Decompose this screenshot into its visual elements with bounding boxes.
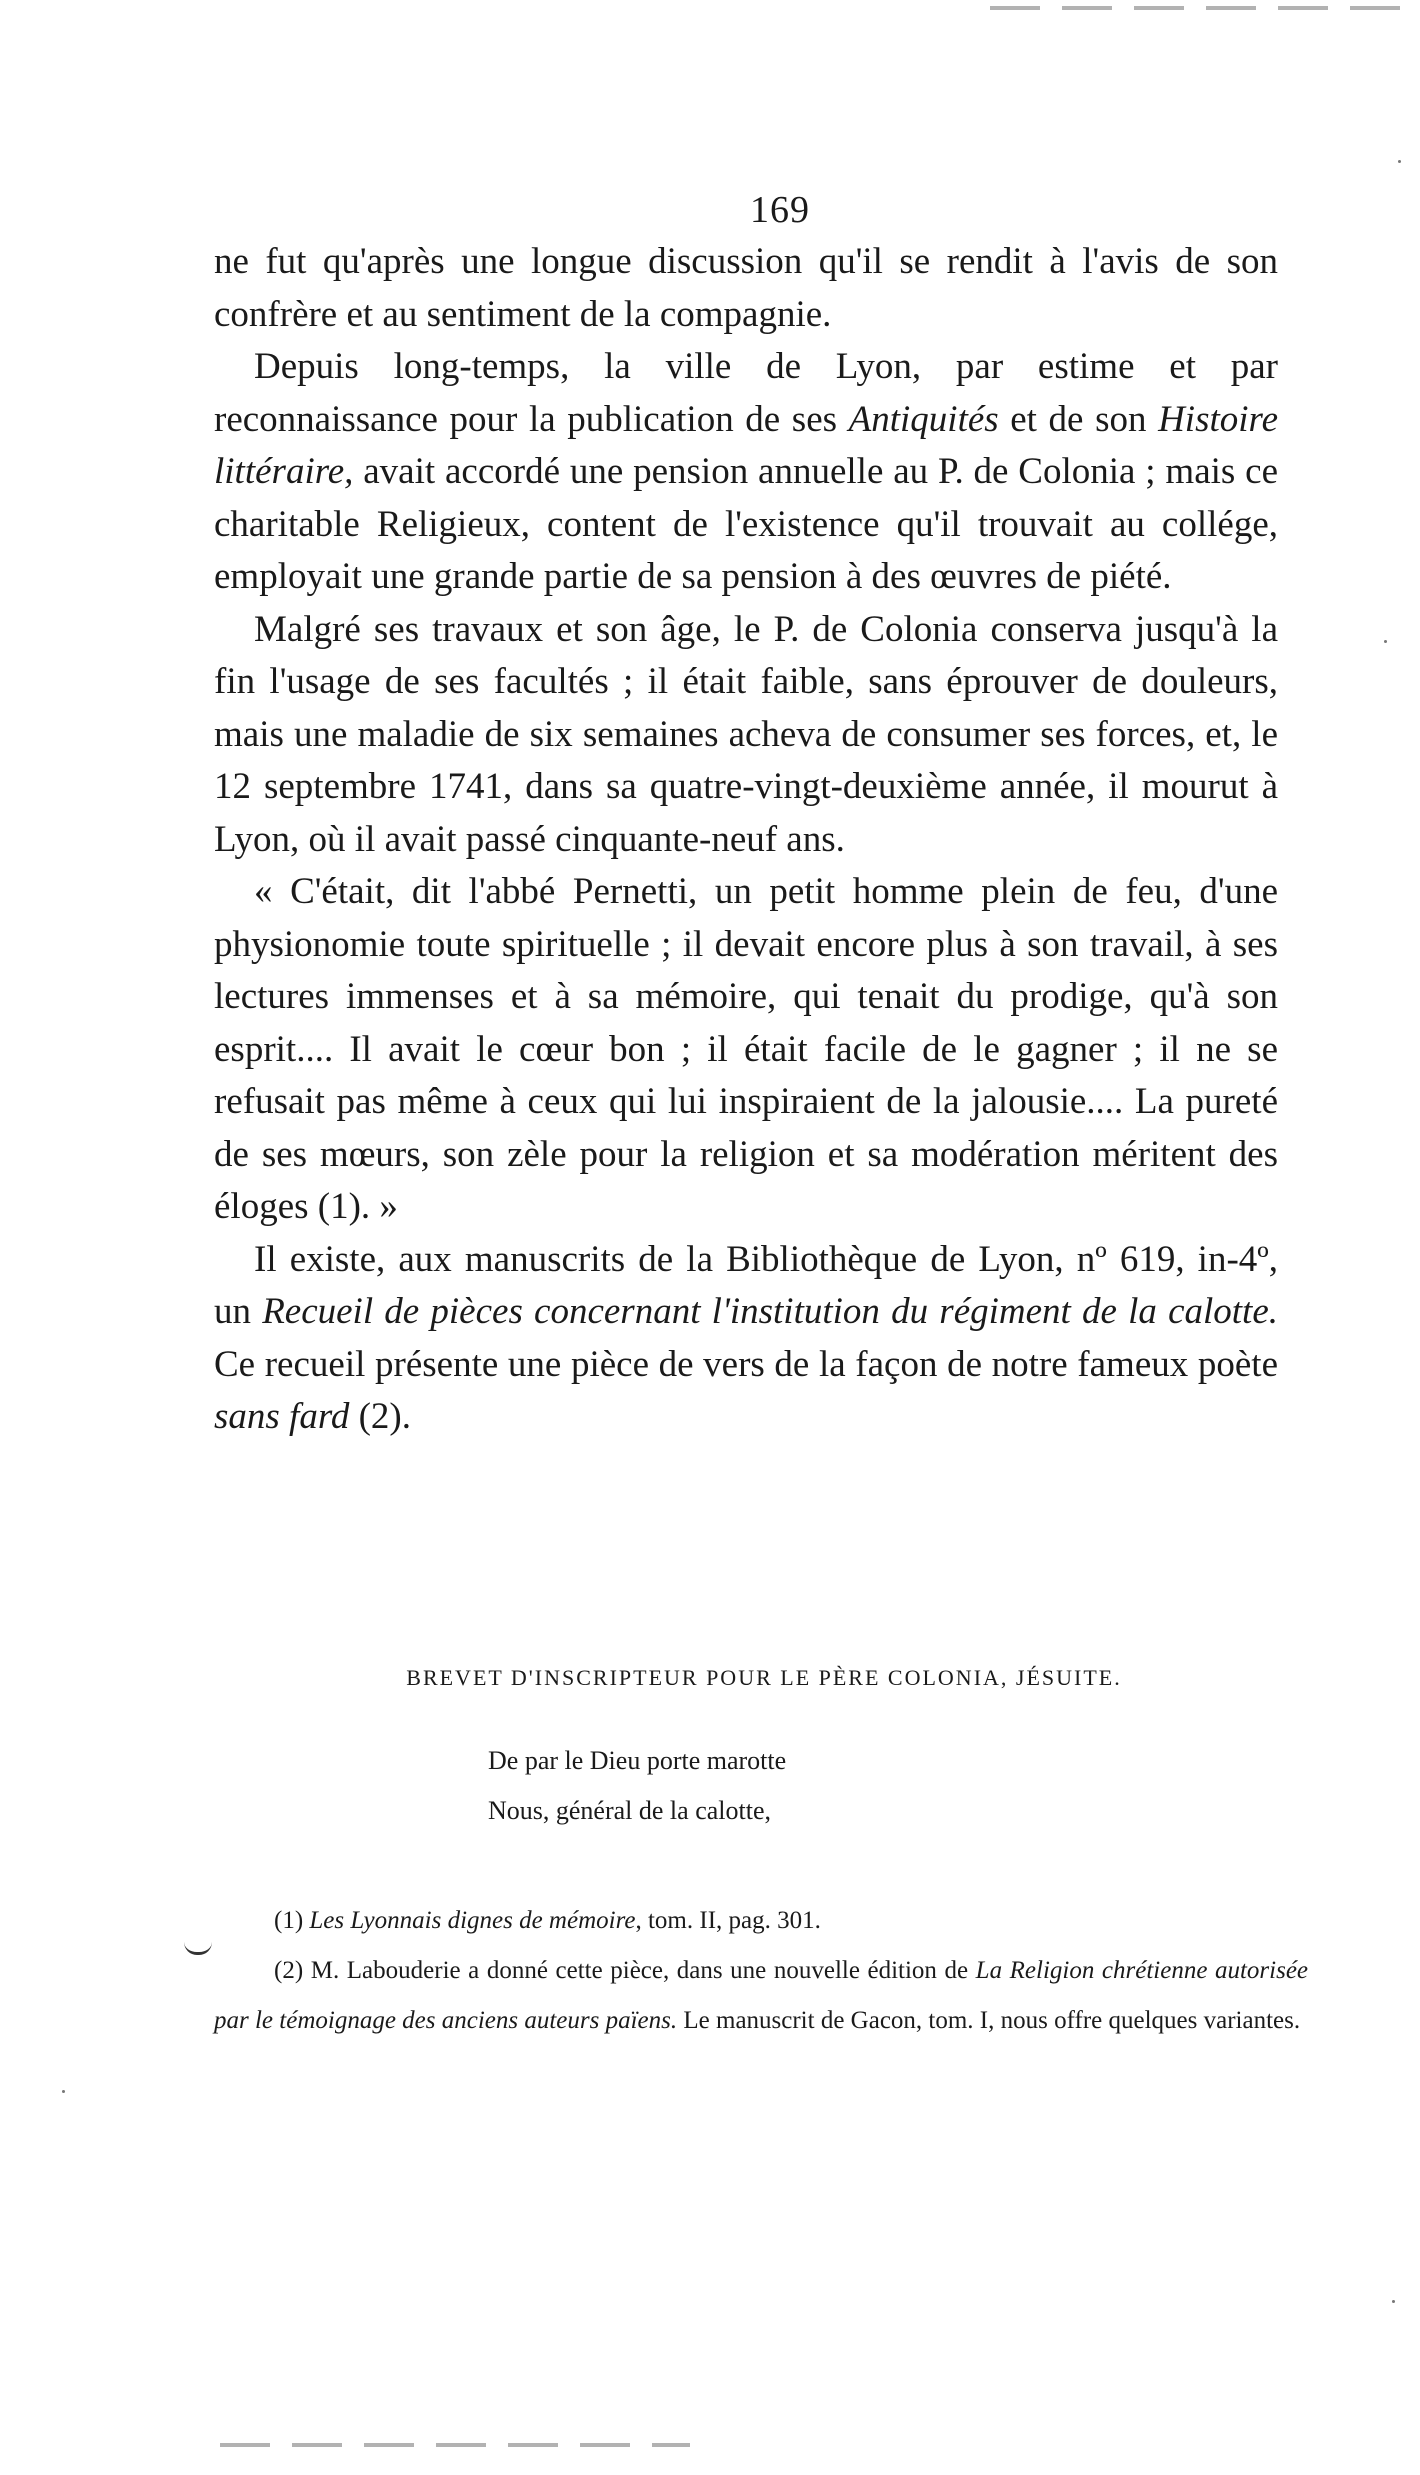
footnote-1	[214, 1896, 1308, 1946]
paragraph-2-text-mid: et de son	[998, 398, 1159, 440]
page-number: 169	[750, 189, 810, 231]
paragraph-2-text-before: Depuis long-temps, la ville de Lyon, par estime et par reconnaissance pour la publication de ses	[214, 346, 1278, 440]
verse-block	[488, 1736, 786, 1836]
italic-title-antiquites: Antiquités	[848, 398, 999, 440]
paragraph-3: Malgré ses travaux et son âge, le P. de Colonia conserva jusqu'à la fin l'usage de ses facultés ; il était faible, sans éprouver de douleurs, mais une maladie de six semaines acheva de consumer ses forces, et, le 12 septembre 1741, dans sa quatre-vingt-deuxième année, il mourut à Lyon, où il avait passé cinquante-neuf ans.	[214, 608, 1278, 860]
paragraph-2	[214, 341, 1278, 604]
paper-speck	[1392, 2300, 1395, 2303]
paragraph-2-text-after: avait accordé une pension annuelle au P. de Colonia ; mais ce charitable Religieux, content de l'existence qu'il trouvait au collége, employait une grande partie de sa pension à des œuvres de piété.	[214, 451, 1278, 597]
paper-speck	[62, 2090, 65, 2093]
footnote-2	[214, 1946, 1308, 2046]
bottom-edge-marks	[220, 2443, 690, 2447]
verse-line: Nous, général de la calotte,	[488, 1796, 771, 1825]
paragraph-5	[214, 1234, 1278, 1444]
footnote-1-italic: Les Lyonnais dignes de mémoire	[309, 1907, 636, 1934]
footnotes	[214, 1896, 1308, 2046]
italic-sans-fard: sans fard	[214, 1396, 350, 1437]
footnote-2-italic: La Religion chrétienne autorisée par le témoignage des anciens auteurs païens.	[214, 1957, 1309, 2034]
footnote-2-text-before: M. Labouderie a donné cette pièce, dans une nouvelle édition de	[310, 1957, 976, 1984]
paragraph-5-text-after: (2).	[349, 1396, 412, 1437]
body-text	[214, 236, 1278, 1444]
italic-title-recueil: Recueil de pièces concernant l'institution du régiment de la calotte.	[262, 1291, 1279, 1332]
footnote-2-text-after: Le manuscrit de Gacon, tom. I, nous offre quelques variantes.	[677, 2007, 1301, 2034]
footnote-marker: (1)	[274, 1907, 304, 1934]
italic-title-histoire: Histoire littéraire,	[214, 398, 1278, 492]
footnote-1-text: , tom. II, pag. 301.	[635, 1907, 821, 1934]
paper-speck	[1398, 160, 1401, 163]
verse-line: De par le Dieu porte marotte	[488, 1746, 787, 1775]
top-edge-marks	[990, 6, 1420, 10]
footnote-marker: (2)	[274, 1957, 304, 1984]
paper-speck	[1384, 640, 1387, 643]
margin-mark	[184, 1942, 212, 1955]
paragraph-4: « C'était, dit l'abbé Pernetti, un petit homme plein de feu, d'une physionomie toute spirituelle ; il devait encore plus à son travail, à ses lectures immenses et à sa mémoire, qui tenait du prodige, qu'à son esprit.... Il avait le cœur bon ; il était facile de le gagner ; il ne se refusait pas même à ceux qui lui inspiraient de la jalousie.... La pureté de ses mœurs, son zèle pour la religion et sa modération méritent des éloges (1). »	[214, 871, 1278, 1227]
paragraph-5-text-mid: Ce recueil présente une pièce de vers de la façon de notre fameux poète	[214, 1343, 1278, 1385]
section-heading: BREVET D'INSCRIPTEUR POUR LE PÈRE COLONIA, JÉSUITE.	[406, 1665, 1122, 1690]
paragraph-5-text-before: Il existe, aux manuscrits de la Bibliothèque de Lyon, nº 619, in-4º, un	[214, 1238, 1278, 1332]
paragraph-1: ne fut qu'après une longue discussion qu'il se rendit à l'avis de son confrère et au sentiment de la compagnie.	[214, 241, 1278, 335]
